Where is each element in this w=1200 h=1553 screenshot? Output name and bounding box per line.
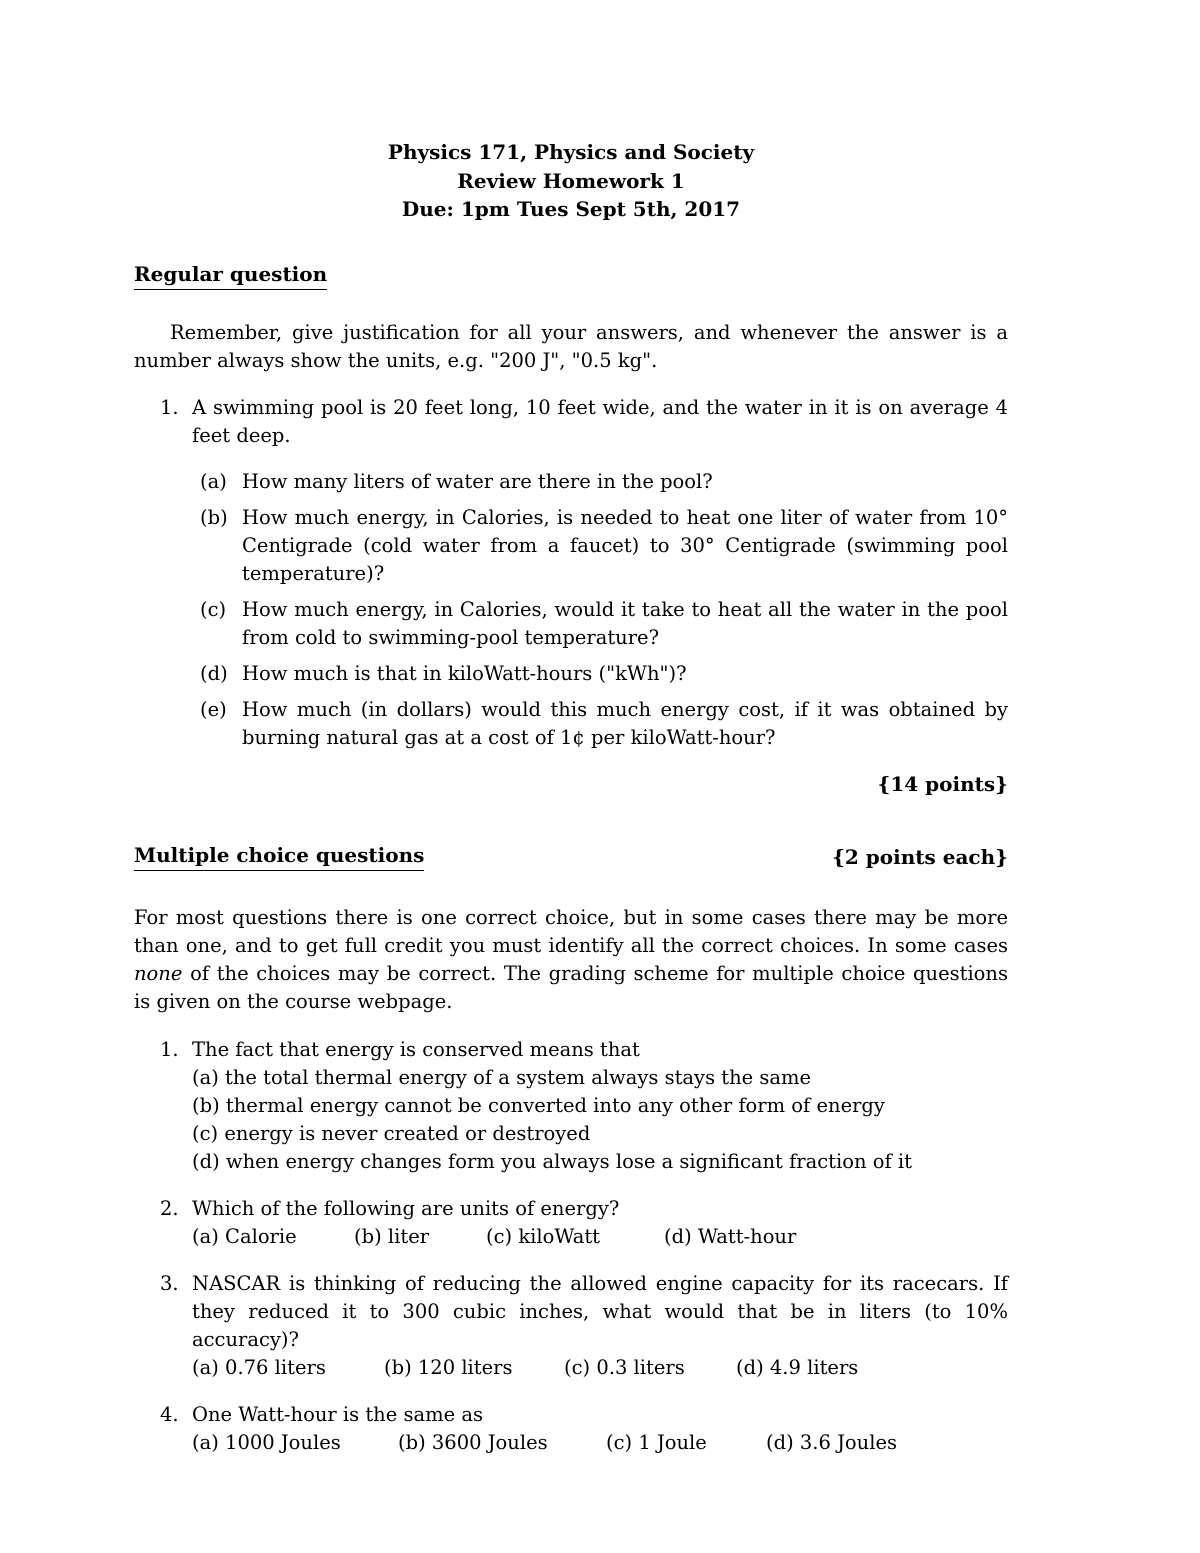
mc-question-1	[134, 1036, 1008, 1176]
subpart-a	[134, 468, 1008, 496]
mc-option: (a) 1000 Joules	[192, 1430, 341, 1454]
subpart-text: How much (in dollars) would this much energy cost, if it was obtained by burning natural gas at a cost of 1¢ per kiloWatt-hour?	[242, 697, 1008, 749]
mc-option: (c) energy is never created or destroyed	[192, 1121, 591, 1145]
mc-option: (d) 3.6 Joules	[766, 1430, 898, 1454]
multiple-choice-points: {2 points each}	[832, 844, 1008, 869]
question-number: 2.	[160, 1196, 179, 1220]
mc-option: (d) 4.9 liters	[736, 1355, 859, 1379]
mc-option: (b) 120 liters	[384, 1355, 513, 1379]
mc-option: (c) 1 Joule	[606, 1430, 707, 1454]
mc-option: (b) 3600 Joules	[398, 1430, 548, 1454]
regular-question-heading: Regular question	[134, 260, 327, 290]
subpart-c	[134, 596, 1008, 652]
subpart-label: (a)	[200, 469, 227, 493]
subpart-text: How many liters of water are there in the pool?	[242, 469, 713, 493]
subpart-e	[134, 696, 1008, 752]
mc-option: (a) Calorie	[192, 1224, 297, 1248]
mc-option: (a) the total thermal energy of a system always stays the same	[192, 1065, 812, 1089]
regular-intro: Remember, give justification for all your answers, and whenever the answer is a number always show the units, e.g. "200 J", "0.5 kg".	[134, 320, 1008, 372]
subpart-b	[134, 504, 1008, 588]
mc-option: (a) 0.76 liters	[192, 1355, 326, 1379]
subpart-text: How much energy, in Calories, is needed to heat one liter of water from 10° Centigrade (cold water from a faucet) to 30° Centigrade (swimming pool temperature)?	[242, 505, 1008, 585]
mc-options-row	[192, 1354, 1008, 1382]
question-number: 1.	[160, 1037, 179, 1061]
subpart-label: (d)	[200, 661, 228, 685]
homework-title: Review Homework 1	[457, 168, 685, 193]
question-text: Which of the following are units of energy?	[192, 1196, 620, 1220]
multiple-choice-heading: Multiple choice questions	[134, 841, 424, 871]
mc-option: (c) 0.3 liters	[564, 1355, 685, 1379]
mc-options-row	[192, 1429, 1008, 1457]
mc-options-row	[192, 1223, 1008, 1251]
mc-option: (d) when energy changes form you always lose a significant fraction of it	[192, 1149, 912, 1173]
question-text: The fact that energy is conserved means that	[192, 1037, 640, 1061]
subpart-label: (e)	[200, 697, 227, 721]
mc-option: (d) Watt-hour	[664, 1224, 797, 1248]
question-number: 3.	[160, 1271, 179, 1295]
regular-question-1	[134, 394, 1008, 450]
mc-option: (c) kiloWatt	[486, 1224, 601, 1248]
intro-part-2: of the choices may be correct. The grading scheme for multiple choice questions is given on the course webpage.	[134, 961, 1008, 1013]
question-number: 1.	[160, 395, 179, 419]
mc-option: (b) thermal energy cannot be converted into any other form of energy	[192, 1093, 885, 1117]
question-text: A swimming pool is 20 feet long, 10 feet wide, and the water in it is on average 4 feet deep.	[192, 395, 1008, 447]
document-header	[134, 138, 1008, 224]
question-number: 4.	[160, 1402, 179, 1426]
intro-emphasis: none	[134, 961, 183, 985]
subpart-d	[134, 660, 1008, 688]
question-text: One Watt-hour is the same as	[192, 1402, 483, 1426]
due-date: Due: 1pm Tues Sept 5th, 2017	[401, 197, 741, 221]
subpart-text: How much is that in kiloWatt-hours ("kWh")?	[242, 661, 687, 685]
mc-question-2	[134, 1195, 1008, 1251]
multiple-choice-intro	[134, 904, 1008, 1016]
mc-question-4	[134, 1401, 1008, 1457]
mc-question-3	[134, 1270, 1008, 1382]
mc-option: (b) liter	[354, 1224, 430, 1248]
course-title: Physics 171, Physics and Society	[387, 140, 755, 164]
intro-part-1: For most questions there is one correct choice, but in some cases there may be more than one, and to get full credit you must identify all the correct choices. In some cases	[134, 905, 1008, 957]
document-page	[134, 138, 1008, 1457]
subpart-label: (c)	[200, 597, 227, 621]
subpart-label: (b)	[200, 505, 228, 529]
regular-points: {14 points}	[877, 771, 1008, 796]
question-text: NASCAR is thinking of reducing the allowed engine capacity for its racecars. If they reduced it to 300 cubic inches, what would that be in liters (to 10% accuracy)?	[192, 1271, 1008, 1351]
subpart-text: How much energy, in Calories, would it take to heat all the water in the pool from cold to swimming-pool temperature?	[242, 597, 1008, 649]
multiple-choice-heading-row	[134, 841, 1008, 871]
